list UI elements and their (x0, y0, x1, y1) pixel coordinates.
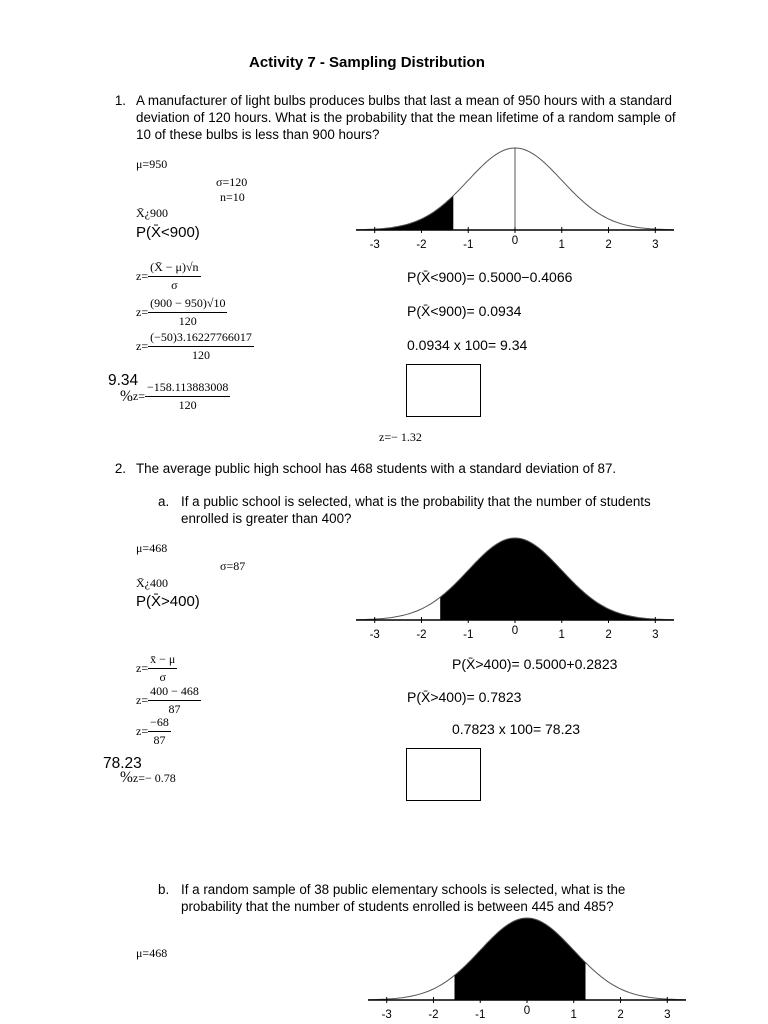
q2a-sigma: σ=87 (220, 559, 246, 573)
tick-label: 2 (605, 629, 612, 641)
q1-step-denominator: 120 (191, 348, 210, 362)
q1-step-numerator: (−50)3.16227766017 (148, 330, 254, 347)
z-prefix: z= (136, 724, 149, 738)
tick-label: 2 (617, 1009, 624, 1021)
q2a-step-numerator: −68 (148, 715, 171, 732)
tick-label: 0 (523, 1005, 531, 1017)
q2a-sub-denominator: 87 (168, 702, 181, 716)
q2a-final (120, 770, 176, 786)
q1-formula-numerator: (X̄ − μ)√n (148, 260, 200, 277)
z-prefix: z= (136, 269, 149, 283)
tick-label: 0 (511, 625, 519, 637)
q1-n: n=10 (220, 190, 245, 204)
q2a-calc-1: P(X̄>400)= 0.5000+0.2823 (452, 656, 618, 672)
q1-answer-box[interactable] (406, 364, 481, 417)
z-prefix: z= (136, 661, 149, 675)
q1-normal-curve (350, 140, 680, 255)
tick-label: -3 (369, 629, 380, 641)
z-prefix: z= (132, 389, 146, 403)
q2b-mu: μ=468 (136, 946, 168, 960)
q1-curve-group (356, 148, 674, 251)
q1-sub-numerator: (900 − 950)√10 (148, 296, 227, 313)
q1-sigma: σ=120 (216, 175, 248, 189)
q2a-formula-denominator: σ (159, 670, 166, 684)
tick-label: -1 (463, 239, 474, 251)
q1-final-numerator: −158.113883008 (145, 380, 230, 397)
q1-step (136, 330, 254, 363)
q1-sub-denominator: 120 (178, 314, 197, 328)
q1-percent-value: 9.34 (108, 372, 139, 389)
q2b-normal-curve (362, 910, 692, 1024)
q1-prob: P(X̄<900) (136, 224, 200, 241)
q2a-normal-curve (350, 530, 680, 645)
q2a-answer-box[interactable] (406, 748, 481, 801)
tick-label: -2 (428, 1009, 439, 1021)
q2a-mu: μ=468 (136, 541, 168, 555)
q2b-curve-group (368, 918, 686, 1021)
page-title: Activity 7 - Sampling Distribution (249, 54, 485, 71)
tick-label: 2 (605, 239, 612, 251)
q1-calc-1: P(X̄<900)= 0.5000−0.4066 (407, 269, 573, 285)
tick-label: -3 (381, 1009, 392, 1021)
tick-label: -2 (416, 629, 427, 641)
q2a-z-result: z=− 0.78 (132, 771, 176, 785)
q1-z-result: z=− 1.32 (379, 430, 422, 444)
q2-number: 2. (114, 461, 126, 476)
q2a-letter: a. (158, 494, 170, 509)
q1-calc-3: 0.0934 x 100= 9.34 (407, 337, 528, 353)
q1-percent-sign: % (120, 388, 133, 405)
q2a-prob: P(X̄>400) (136, 593, 200, 610)
tick-label: 1 (570, 1009, 577, 1021)
q2b-letter: b. (158, 882, 170, 897)
q2a-formula (136, 652, 177, 685)
q1-number: 1. (114, 93, 126, 108)
tick-label: 3 (652, 629, 659, 641)
q1-xbar: X̄¿900 (136, 206, 168, 220)
q2a-step (136, 715, 171, 748)
q2a-curve-group (356, 538, 674, 641)
q1-formula-denominator: σ (171, 278, 178, 292)
tick-label: 3 (664, 1009, 671, 1021)
tick-label: -2 (416, 239, 427, 251)
q2-text: The average public high school has 468 students with a standard deviation of 87. (136, 461, 617, 476)
tick-label: 3 (652, 239, 659, 251)
shaded-region (455, 918, 586, 1000)
z-prefix: z= (136, 339, 149, 353)
q2a-calc-2: P(X̄>400)= 0.7823 (407, 689, 522, 705)
q2a-formula-numerator: x̄ − μ (148, 652, 177, 669)
tick-label: 1 (558, 239, 565, 251)
q2a-percent-value: 78.23 (103, 755, 142, 772)
tick-label: 1 (558, 629, 565, 641)
q2a-sub-numerator: 400 − 468 (148, 684, 201, 701)
q1-final (120, 380, 230, 413)
q2a-percent-sign: % (120, 769, 133, 786)
q2a-substitution (136, 684, 201, 717)
q2a-text: If a public school is selected, what is the probability that the number of students enrolled is greater than 400? (181, 494, 651, 526)
tick-label: -1 (475, 1009, 486, 1021)
q1-text: A manufacturer of light bulbs produces bulbs that last a mean of 950 hours with a standard deviation of 120 hours. What is the probability that the mean lifetime of a random sample of 10 of these bulbs is less than 900 hours? (136, 93, 676, 142)
q2b-text: If a random sample of 38 public elementary schools is selected, what is the probability that the number of students enrolled is between 445 and 485? (181, 882, 626, 914)
z-prefix: z= (136, 693, 149, 707)
q1-formula (136, 260, 201, 293)
q1-final-denominator: 120 (178, 398, 197, 412)
q2a-xbar: X̄¿400 (136, 576, 168, 590)
tick-label: -3 (369, 239, 380, 251)
tick-label: 0 (511, 235, 519, 247)
q1-mu: μ=950 (136, 157, 168, 171)
q2a-step-denominator: 87 (153, 733, 166, 747)
shaded-region (440, 538, 664, 620)
tick-label: -1 (463, 629, 474, 641)
q1-calc-2: P(X̄<900)= 0.0934 (407, 303, 522, 319)
q1-substitution (136, 296, 227, 329)
z-prefix: z= (136, 305, 149, 319)
q2a-calc-3: 0.7823 x 100= 78.23 (452, 721, 581, 737)
